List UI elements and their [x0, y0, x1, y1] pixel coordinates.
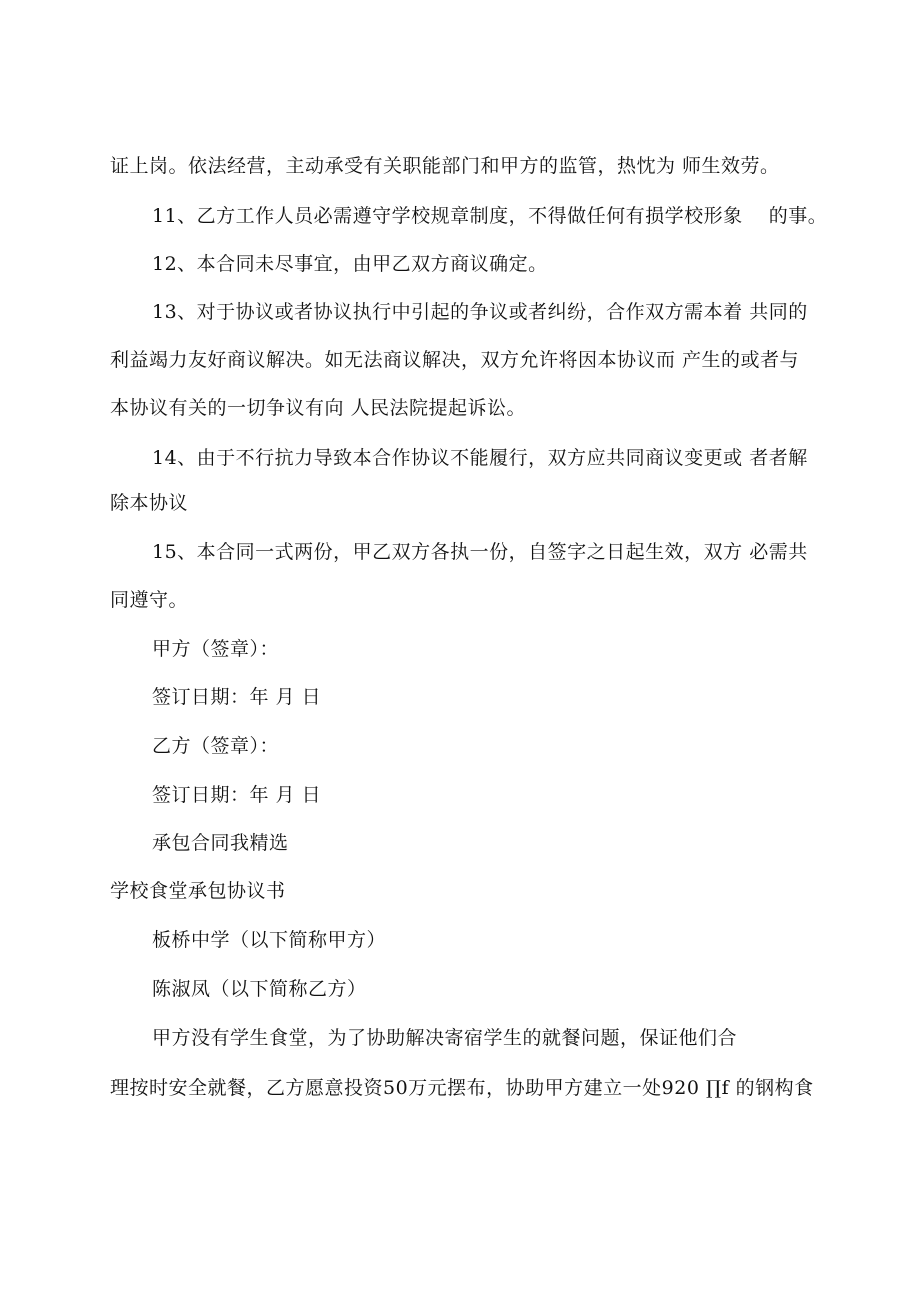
signing-date: 签订日期：年 月 日: [152, 784, 322, 806]
text-line: 利益竭力友好商议解决。如无法商议解决，双方允许将因本协议而 产生的或者与: [110, 349, 800, 371]
signing-date: 签订日期：年 月 日: [152, 686, 322, 708]
party-a-signature: 甲方（签章）：: [152, 638, 280, 660]
party-b-name: 陈淑凤（以下简称乙方）: [152, 978, 367, 1000]
clause-13: 13、对于协议或者协议执行中引起的争议或者纠纷，合作双方需本着 共同的: [152, 301, 808, 323]
text-line: 除本协议: [110, 492, 189, 514]
paragraph-line: 理按时安全就餐，乙方愿意投资50万元摆布，协助甲方建立一处920 ∏f 的钢构食: [110, 1077, 814, 1099]
party-a-name: 板桥中学（以下简称甲方）: [152, 929, 387, 951]
party-b-signature: 乙方（签章）：: [152, 735, 280, 757]
clause-14: 14、由于不行抗力导致本合作协议不能履行，双方应共同商议变更或 者者解: [152, 447, 808, 469]
clause-12: 12、本合同未尽事宜，由甲乙双方商议确定。: [152, 253, 548, 275]
paragraph-line: 甲方没有学生食堂，为了协助解决寄宿学生的就餐问题，保证他们合: [152, 1027, 738, 1049]
text-line: 同遵守。: [110, 589, 189, 611]
text-line: 本协议有关的一切争议有向 人民法院提起诉讼。: [110, 397, 527, 419]
section-label: 承包合同我精选: [152, 832, 289, 854]
text-line: 证上岗。依法经营，主动承受有关职能部门和甲方的监管，热忱为 师生效劳。: [110, 155, 780, 177]
document-title: 学校食堂承包协议书: [110, 880, 286, 902]
clause-11: 11、乙方工作人员必需遵守学校规章制度，不得做任何有损学校形象 的事。: [152, 205, 828, 227]
clause-15: 15、本合同一式两份，甲乙双方各执一份，自签字之日起生效，双方 必需共: [152, 541, 808, 563]
